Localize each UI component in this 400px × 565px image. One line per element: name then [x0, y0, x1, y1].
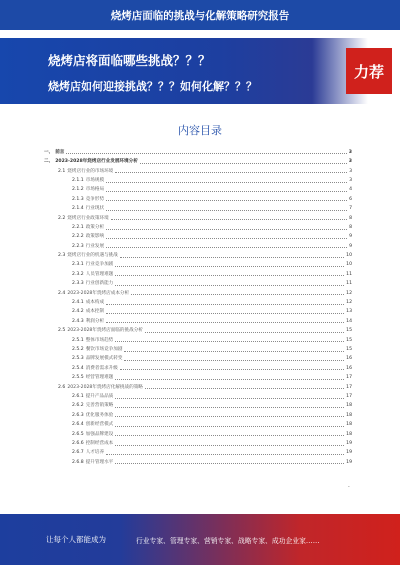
toc-entry[interactable]: [44, 409, 352, 418]
badge-label: 力荐: [353, 62, 384, 81]
toc-entry[interactable]: [44, 334, 352, 343]
toc-entry[interactable]: [44, 221, 352, 230]
toc-entry[interactable]: [44, 353, 352, 362]
toc-entry[interactable]: [44, 381, 352, 390]
toc-leader-dots: [115, 398, 344, 399]
toc-entry[interactable]: [44, 231, 352, 240]
recommend-badge: [346, 48, 392, 94]
toc-entry-page: 11: [346, 271, 352, 277]
toc-entry-number: 2.2.2: [72, 234, 84, 240]
toc-entry-page: 6: [349, 196, 352, 202]
toc-entry-page: 10: [346, 262, 352, 268]
toc-entry-title: 消费者需求升级: [85, 365, 118, 371]
toc-entry-page: 16: [346, 356, 352, 362]
toc-entry-title: 创新经营模式: [85, 422, 114, 428]
toc-entry-title: 政策影响: [85, 234, 105, 240]
toc-entry[interactable]: [44, 447, 352, 456]
toc-leader-dots: [124, 351, 344, 352]
header-bar: [0, 0, 400, 30]
toc-entry-title: 成本控制: [85, 309, 105, 315]
toc-leader-dots: [106, 229, 347, 230]
toc-entry-page: 12: [346, 290, 352, 296]
toc-entry-page: 10: [346, 253, 352, 259]
toc-entry[interactable]: [44, 456, 352, 465]
toc-leader-dots: [115, 285, 344, 286]
toc-entry-number: 2.5: [58, 328, 66, 334]
toc-entry-title: 市场格局: [85, 187, 105, 193]
toc-leader-dots: [106, 182, 347, 183]
toc-entry-number: 2.1.4: [72, 206, 84, 212]
toc-entry-page: 15: [346, 347, 352, 352]
toc-entry[interactable]: [44, 184, 352, 193]
toc-entry-page: 3: [348, 149, 352, 155]
toc-leader-dots: [106, 238, 347, 239]
toc-entry-title: 行业发展: [85, 243, 105, 249]
toc-entry[interactable]: [44, 146, 352, 155]
toc-title: 内容目录: [178, 124, 222, 137]
toc-entry-title: 提升产品品质: [85, 393, 114, 399]
toc-entry-title: 整体市场趋势: [85, 337, 114, 343]
toc-leader-dots: [115, 407, 344, 408]
toc-entry-number: 2.6.1: [72, 393, 84, 399]
toc-entry-number: 2.6.2: [72, 403, 84, 409]
footer-banner: [0, 514, 400, 565]
toc-entry-number: 2.5.1: [72, 337, 84, 343]
toc-entry-title: 市场规模: [85, 177, 105, 183]
toc-leader-dots: [106, 247, 347, 248]
toc-entry-number: 2.1.2: [72, 187, 84, 193]
toc-entry[interactable]: [44, 306, 352, 315]
toc-entry-number: 2.4: [58, 290, 66, 296]
toc-entry-number: 2.1.1: [72, 177, 84, 183]
toc-entry-page: 13: [346, 309, 352, 315]
toc-entry-page: 18: [346, 403, 352, 409]
table-of-contents: [44, 146, 352, 465]
toc-entry[interactable]: [44, 193, 352, 202]
toc-entry-number: 二、: [44, 159, 54, 165]
toc-entry-number: 2.2: [58, 215, 66, 221]
toc-trailing-page-number: -: [348, 485, 350, 490]
toc-leader-dots: [140, 163, 347, 164]
toc-entry-page: 16: [346, 365, 352, 371]
toc-leader-dots: [120, 369, 344, 370]
toc-entry-number: 2.6: [58, 384, 66, 390]
toc-entry-number: 2.6.6: [72, 440, 84, 446]
toc-entry-title: 烧烤店行业政策环境: [67, 215, 109, 221]
toc-entry-title: 成本构成: [85, 300, 105, 306]
toc-entry-page: 17: [346, 375, 352, 381]
hero-banner: [0, 38, 400, 104]
toc-entry-page: 18: [346, 422, 352, 428]
footer-slogan: 让每个人都能成为: [46, 535, 106, 544]
toc-entry[interactable]: [44, 259, 352, 268]
toc-entry-title: 前言: [55, 149, 65, 155]
toc-entry-number: 2.3.3: [72, 281, 84, 287]
toc-leader-dots: [66, 153, 346, 154]
toc-entry[interactable]: [44, 277, 352, 286]
toc-entry-title: 餐饮市场竞争加剧: [85, 347, 123, 352]
toc-entry-number: 2.2.1: [72, 224, 84, 230]
toc-leader-dots: [145, 332, 344, 333]
header-title: 烧烤店面临的挑战与化解策略研究报告: [110, 9, 290, 22]
toc-entry-number: 2.5.3: [72, 356, 84, 362]
toc-entry-number: 2.6.5: [72, 431, 84, 437]
toc-leader-dots: [115, 445, 344, 446]
toc-entry-title: 2023-2028年烧烤店成本分析: [67, 290, 130, 296]
toc-leader-dots: [115, 426, 344, 427]
toc-entry-title: 品牌发展模式转变: [85, 356, 123, 362]
toc-entry-number: 2.1.3: [72, 196, 84, 202]
toc-entry-title: 利润分析: [85, 318, 105, 324]
toc-leader-dots: [115, 463, 344, 464]
toc-entry-number: 2.6.3: [72, 412, 84, 418]
toc-entry-page: 3: [348, 159, 352, 165]
toc-entry[interactable]: [44, 268, 352, 277]
toc-entry[interactable]: [44, 437, 352, 446]
toc-entry-number: 2.6.8: [72, 459, 84, 465]
toc-entry-title: 行业现状: [85, 206, 105, 212]
toc-entry-page: 18: [346, 412, 352, 418]
toc-entry-title: 2023-2028年烧烤店行业发展环境分析: [55, 159, 138, 165]
toc-entry-number: 一、: [44, 149, 54, 155]
toc-entry[interactable]: [44, 155, 352, 164]
toc-entry-title: 行业竞争加剧: [85, 262, 114, 268]
toc-leader-dots: [115, 435, 344, 436]
toc-leader-dots: [115, 416, 344, 417]
toc-entry-title: 完善营销策略: [85, 403, 114, 409]
toc-entry-number: 2.4.2: [72, 309, 84, 315]
toc-entry-title: 经营管理难题: [85, 375, 114, 381]
toc-entry[interactable]: [44, 165, 352, 174]
toc-entry-page: 18: [346, 431, 352, 437]
toc-entry-number: 2.5.5: [72, 375, 84, 381]
toc-entry-page: 11: [346, 281, 352, 287]
toc-entry[interactable]: [44, 287, 352, 296]
toc-leader-dots: [106, 322, 344, 323]
toc-entry-page: 19: [346, 459, 352, 465]
footer-roles: 行业专家、管理专家、营销专家、战略专家、成功企业家……: [136, 536, 320, 545]
toc-entry-number: 2.6.4: [72, 422, 84, 428]
toc-entry-number: 2.3.1: [72, 262, 84, 268]
toc-entry-page: 15: [346, 328, 352, 334]
toc-leader-dots: [145, 388, 344, 389]
toc-entry-number: 2.4.3: [72, 318, 84, 324]
toc-entry-number: 2.1: [58, 168, 66, 174]
toc-entry[interactable]: [44, 296, 352, 305]
toc-entry-page: 12: [346, 300, 352, 306]
toc-leader-dots: [124, 360, 344, 361]
toc-entry-page: 9: [349, 234, 352, 240]
toc-entry[interactable]: [44, 324, 352, 333]
toc-leader-dots: [106, 313, 344, 314]
toc-entry[interactable]: [44, 428, 352, 437]
toc-leader-dots: [111, 219, 347, 220]
toc-entry-title: 人员管理难题: [85, 271, 114, 277]
toc-entry-title: 加强品牌建设: [85, 431, 114, 437]
toc-leader-dots: [115, 341, 344, 342]
toc-entry-page: 15: [346, 337, 352, 343]
toc-trailing-page: [348, 486, 350, 491]
toc-entry-number: 2.3.2: [72, 271, 84, 277]
toc-entry-page: 8: [349, 215, 352, 221]
toc-entry-title: 烧烤店行业的市场环境: [67, 168, 114, 174]
toc-leader-dots: [115, 172, 347, 173]
toc-entry-title: 2023-2028年烧烤店化解挑战的策略: [67, 384, 143, 390]
toc-entry-number: 2.2.3: [72, 243, 84, 249]
toc-entry-page: 14: [346, 318, 352, 324]
toc-entry-title: 控制经营成本: [85, 440, 114, 446]
toc-entry-number: 2.6.7: [72, 450, 84, 456]
toc-entry-number: 2.4.1: [72, 300, 84, 306]
toc-entry-page: 19: [346, 440, 352, 446]
toc-entry[interactable]: [44, 249, 352, 258]
toc-entry-title: 政策分析: [85, 224, 105, 230]
toc-entry[interactable]: [44, 315, 352, 324]
toc-entry[interactable]: [44, 362, 352, 371]
toc-entry[interactable]: [44, 212, 352, 221]
toc-entry-title: 提升管理水平: [85, 459, 114, 465]
toc-leader-dots: [115, 379, 344, 380]
toc-entry-title: 行业创新能力: [85, 281, 114, 287]
hero-subheadline: 烧烤店如何迎接挑战？？？如何化解？？？: [48, 80, 257, 93]
toc-entry-page: 3: [349, 168, 352, 174]
toc-leader-dots: [106, 304, 344, 305]
toc-entry-page: 7: [349, 206, 352, 212]
toc-entry[interactable]: [44, 240, 352, 249]
toc-entry-title: 人才培养: [85, 450, 105, 456]
toc-entry-page: 4: [349, 187, 352, 193]
toc-entry[interactable]: [44, 400, 352, 409]
toc-entry-title: 2023-2028年烧烤店面临的挑战分析: [67, 328, 143, 334]
toc-entry-number: 2.5.4: [72, 365, 84, 371]
toc-entry-title: 竞争形势: [85, 196, 105, 202]
toc-entry-title: 优化服务体验: [85, 412, 114, 418]
toc-entry[interactable]: [44, 174, 352, 183]
toc-entry[interactable]: [44, 371, 352, 380]
toc-entry-page: 19: [346, 450, 352, 456]
toc-entry-page: 8: [349, 224, 352, 230]
toc-leader-dots: [131, 294, 344, 295]
toc-leader-dots: [106, 191, 347, 192]
toc-entry-number: 2.3: [58, 253, 66, 259]
toc-entry[interactable]: [44, 418, 352, 427]
toc-entry[interactable]: [44, 343, 352, 352]
toc-leader-dots: [115, 266, 344, 267]
toc-entry-page: 17: [346, 384, 352, 390]
toc-entry-title: 烧烤店行业的机遇与挑战: [67, 253, 118, 259]
toc-entry[interactable]: [44, 390, 352, 399]
hero-headline: 烧烤店将面临哪些挑战？？？: [48, 53, 211, 68]
toc-entry-page: 3: [349, 177, 352, 183]
toc-leader-dots: [115, 275, 344, 276]
toc-entry[interactable]: [44, 202, 352, 211]
toc-entry-page: 9: [349, 243, 352, 249]
toc-leader-dots: [106, 454, 344, 455]
toc-leader-dots: [120, 257, 344, 258]
toc-entry-number: 2.5.2: [72, 347, 84, 352]
toc-leader-dots: [106, 200, 347, 201]
toc-leader-dots: [106, 210, 347, 211]
toc-entry-page: 17: [346, 393, 352, 399]
